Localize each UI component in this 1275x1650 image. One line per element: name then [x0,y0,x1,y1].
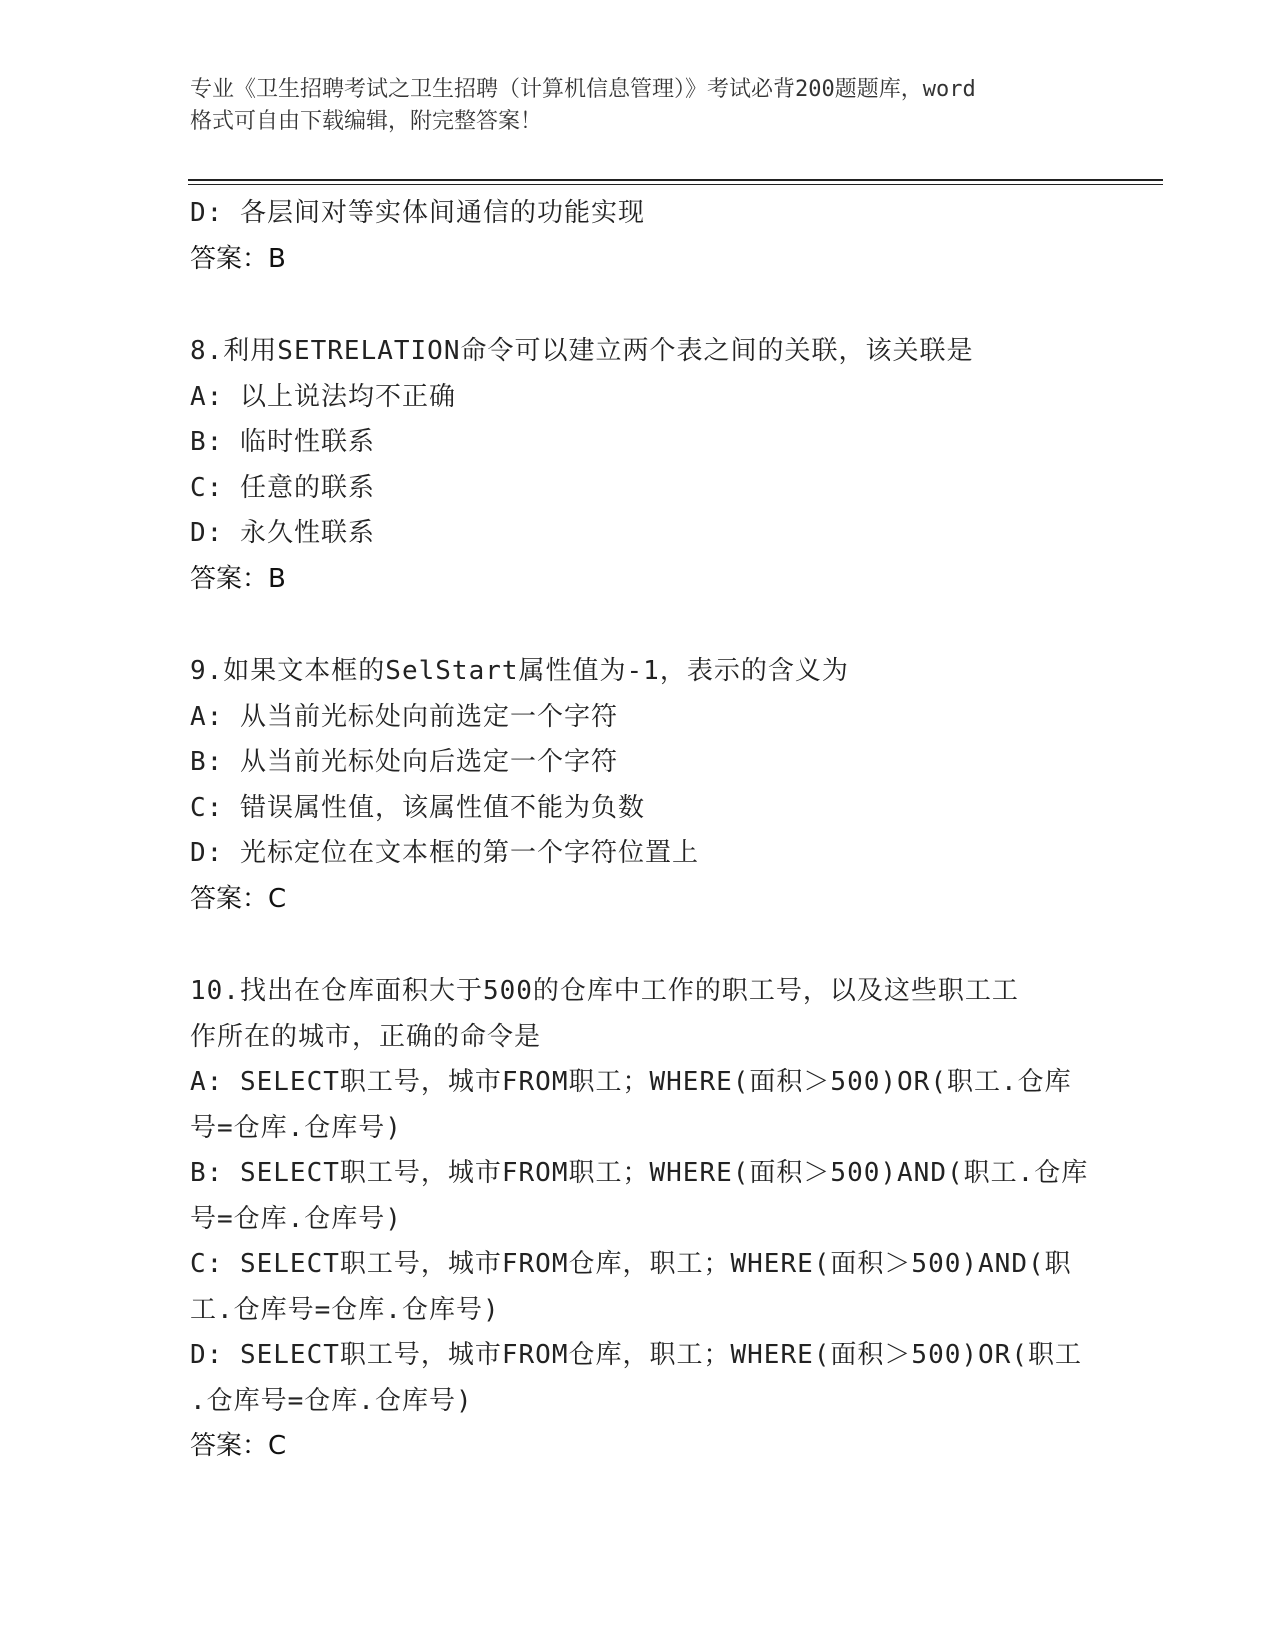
option-d-line-2: .仓库号=仓库.仓库号) [190,1385,473,1416]
spacer [190,602,1090,649]
question-text-line-1: 10.找出在仓库面积大于500的仓库中工作的职工号，以及这些职工工 [190,976,1019,1006]
option-b: B: 临时性联系 [190,427,375,457]
header-line-2: 格式可自由下载编辑，附完整答案！ [190,109,543,134]
question-10 [190,969,1090,1470]
option-c-line-1: C: SELECT职工号，城市FROM仓库，职工；WHERE(面积＞500)AND(职 [190,1249,1072,1279]
spacer [190,922,1090,969]
option-d: D: 各层间对等实体间通信的功能实现 [190,198,645,228]
option-c: C: 错误属性值，该属性值不能为负数 [190,792,645,823]
header-divider-thin [188,184,1163,185]
option-a: A: 以上说法均不正确 [190,381,456,412]
answer-label: 答案：C [190,1431,287,1461]
question-9 [190,649,1090,922]
option-a-line-1: A: SELECT职工号，城市FROM职工；WHERE(面积＞500)OR(职工.仓库 [190,1067,1072,1097]
question-text-line-2: 作所在的城市，正确的命令是 [190,1021,542,1052]
document-header [190,74,1090,138]
option-c-line-2: 工.仓库号=仓库.仓库号) [190,1294,500,1325]
option-d-line-1: D: SELECT职工号，城市FROM仓库，职工；WHERE(面积＞500)OR(职工 [190,1340,1082,1370]
option-b-line-1: B: SELECT职工号，城市FROM职工；WHERE(面积＞500)AND(职工.仓库 [190,1158,1089,1188]
option-a-line-2: 号=仓库.仓库号) [190,1112,402,1143]
question-text: 9.如果文本框的SelStart属性值为-1，表示的含义为 [190,656,849,686]
option-d: D: 永久性联系 [190,518,375,548]
spacer [190,282,1090,329]
option-b-line-2: 号=仓库.仓库号) [190,1203,402,1234]
question-list [190,191,1090,1470]
header-line-1: 专业《卫生招聘考试之卫生招聘（计算机信息管理）》考试必背200题题库，word [190,77,976,102]
header-divider-thick [188,179,1163,181]
answer-label: 答案：B [190,243,286,274]
option-c: C: 任意的联系 [190,472,375,503]
question-text: 8.利用SETRELATION命令可以建立两个表之间的关联，该关联是 [190,336,974,366]
option-b: B: 从当前光标处向后选定一个字符 [190,747,618,777]
option-d: D: 光标定位在文本框的第一个字符位置上 [190,838,699,868]
question-7-tail [190,191,1090,282]
answer-label: 答案：C [190,883,287,914]
question-8 [190,329,1090,602]
option-a: A: 从当前光标处向前选定一个字符 [190,701,618,732]
answer-label: 答案：B [190,563,286,594]
